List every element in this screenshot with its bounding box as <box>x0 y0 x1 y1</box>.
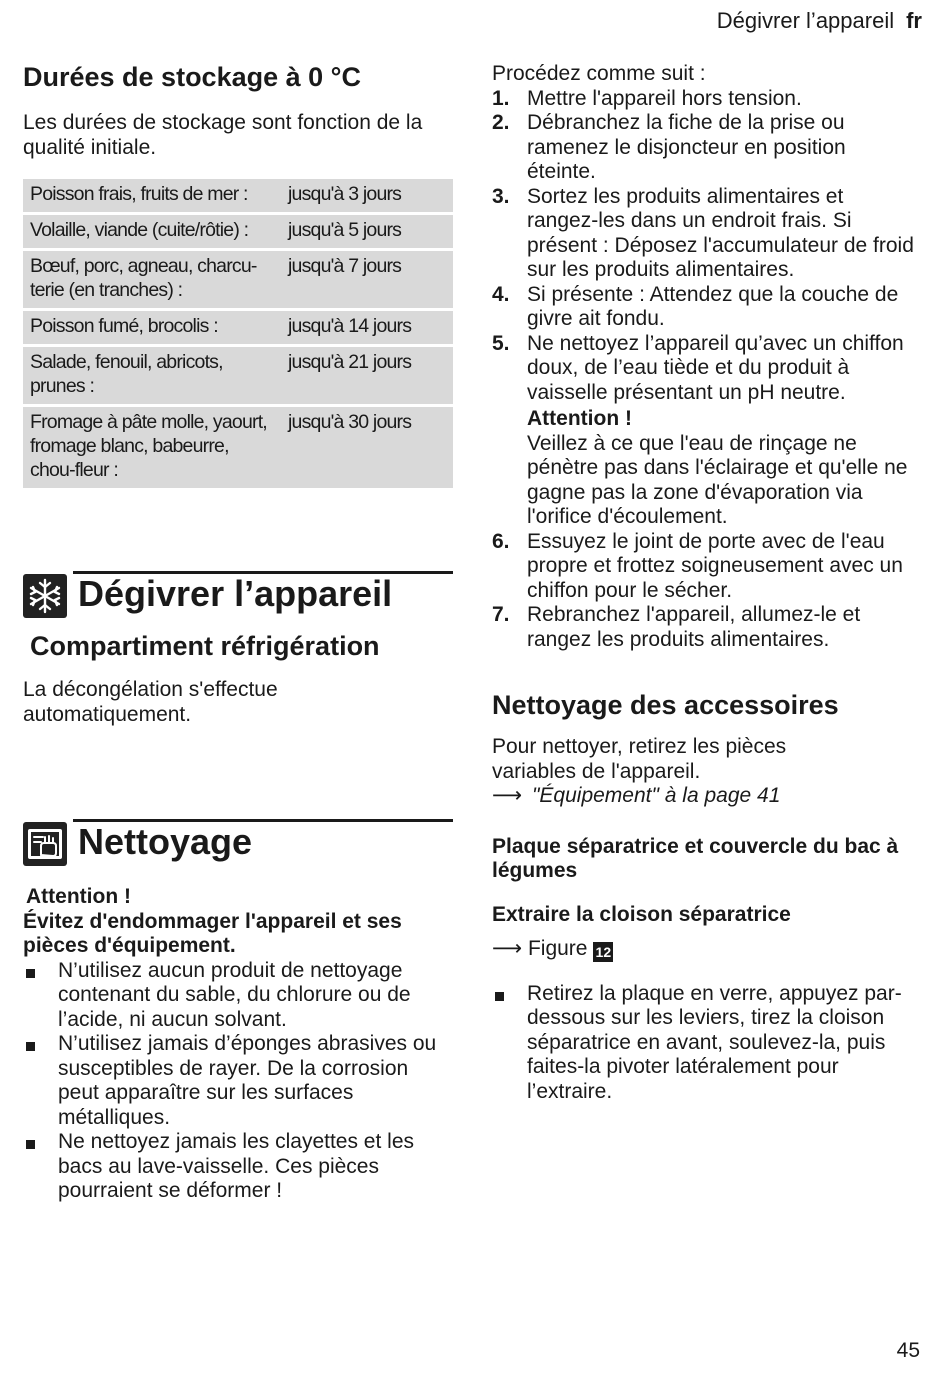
step-item <box>492 530 917 604</box>
cleaning-attention: Attention ! <box>26 885 131 908</box>
step-text: Débranchez la fiche de la prise ou ramenez le disjoncteur en position éteinte. <box>527 111 846 183</box>
accessories-bullets <box>492 982 912 1105</box>
step-item <box>492 185 917 283</box>
running-header <box>717 8 922 34</box>
cleaning-hand-icon <box>23 822 67 866</box>
defrost-title: Dégivrer l’appareil <box>78 573 393 614</box>
duration-cell: jusqu'à 3 jours <box>281 179 453 212</box>
defrost-subtitle: Compartiment réfrigération <box>30 631 380 661</box>
step-text: Ne nettoyez l’appareil qu’avec un chiffon doux, de l’eau tiède et du produit à vaisselle présentant un pH neutre. <box>527 331 904 404</box>
table-row <box>23 407 453 488</box>
step-number: 5. <box>492 331 510 355</box>
accessories-title: Nettoyage des accessoires <box>492 690 839 720</box>
storage-title: Durées de stockage à 0 °C <box>23 62 361 92</box>
page-number: 45 <box>896 1339 920 1362</box>
duration-cell: jusqu'à 14 jours <box>281 311 453 344</box>
arrow-right-icon: ⟶ <box>492 784 523 807</box>
storage-table <box>23 176 453 491</box>
cleaning-warning: Évitez d'endommager l'appareil et ses pièces d'équipement. <box>23 909 402 957</box>
extract-title: Extraire la cloison séparatrice <box>492 902 791 926</box>
step-text: Mettre l'appareil hors tension. <box>527 86 802 110</box>
storage-intro: Les durées de stockage sont fonction de la qualité initiale. <box>23 111 423 159</box>
step-text: Sortez les produits alimentaires et rangez-les dans un endroit frais. Si présent : Déposez l'accumulateur de froid sur les produits alimentaires. <box>527 184 914 281</box>
table-row <box>23 347 453 404</box>
step-item <box>492 111 917 185</box>
snowflake-icon <box>23 574 67 618</box>
food-cell: Fromage à pâte molle, yaourt, fromage blanc, babeurre, chou-fleur : <box>23 407 281 488</box>
step-item <box>492 283 917 332</box>
list-item: N’utilisez jamais d’éponges abrasives ou susceptibles de rayer. De la corrosion peut apparaître sur les surfaces métalliques. <box>23 1032 448 1130</box>
duration-cell: jusqu'à 21 jours <box>281 347 453 404</box>
step-number: 7. <box>492 603 510 626</box>
header-section: Dégivrer l’appareil <box>716 8 895 33</box>
procedure-steps <box>492 87 917 653</box>
food-cell: Poisson frais, fruits de mer : <box>23 179 281 212</box>
step-text: Rebranchez l'appareil, allumez-le et rangez les produits alimentaires. <box>527 603 861 651</box>
table-row <box>23 251 453 308</box>
arrow-right-icon: ⟶ <box>492 936 523 960</box>
food-cell: Bœuf, porc, agneau, charcu-terie (en tranches) : <box>23 251 281 308</box>
right-column <box>492 62 922 1104</box>
cross-reference-link[interactable]: "Équipement" à la page 41 <box>531 784 781 807</box>
step-note: Veillez à ce que l'eau de rinçage ne pénètre pas dans l'éclairage et qu'elle ne gagne pas la zone d'évaporation via l'orifice d'écoulement. <box>527 431 908 528</box>
table-row <box>23 215 453 248</box>
defrost-heading <box>23 571 453 619</box>
step-number: 2. <box>492 111 510 134</box>
cleaning-heading <box>23 819 453 867</box>
procedure-intro: Procédez comme suit : <box>492 62 706 85</box>
figure-reference[interactable] <box>492 937 922 962</box>
step-attention: Attention ! <box>527 407 632 430</box>
list-item: Ne nettoyez jamais les clayettes et les bacs au lave-vaisselle. Ces pièces pourraient se déformer ! <box>23 1130 448 1204</box>
list-item: Retirez la plaque en verre, appuyez par-dessous sur les leviers, tirez la cloison séparatrice en avant, soulevez-la, puis faites-la pivoter latéralement pour l’extraire. <box>492 982 912 1105</box>
step-number: 1. <box>492 86 510 110</box>
food-cell: Volaille, viande (cuite/rôtie) : <box>23 215 281 248</box>
table-row <box>23 311 453 344</box>
cleaning-bullets <box>23 959 448 1204</box>
duration-cell: jusqu'à 7 jours <box>281 251 453 308</box>
cross-reference[interactable] <box>492 784 922 809</box>
accessories-text: Pour nettoyer, retirez les pièces variables de l'appareil. <box>492 735 787 783</box>
table-row <box>23 179 453 212</box>
step-item <box>492 603 917 652</box>
step-number: 6. <box>492 529 510 553</box>
duration-cell: jusqu'à 30 jours <box>281 407 453 488</box>
duration-cell: jusqu'à 5 jours <box>281 215 453 248</box>
list-item: N’utilisez aucun produit de nettoyage contenant du sable, du chlorure ou de l’acide, ni aucun solvant. <box>23 959 448 1033</box>
step-number: 3. <box>492 184 510 208</box>
step-text: Si présente : Attendez que la couche de givre ait fondu. <box>527 282 899 330</box>
food-cell: Salade, fenouil, abricots, prunes : <box>23 347 281 404</box>
step-item <box>492 332 917 530</box>
header-language: fr <box>906 8 922 33</box>
step-text: Essuyez le joint de porte avec de l'eau propre et frottez soigneusement avec un chiffon pour le sécher. <box>527 529 903 602</box>
step-number: 4. <box>492 282 510 306</box>
step-item <box>492 87 917 112</box>
figure-label: Figure <box>527 936 588 960</box>
figure-number-badge: 12 <box>593 942 613 962</box>
plate-title: Plaque séparatrice et couvercle du bac à légumes <box>492 834 899 882</box>
left-column <box>23 60 453 1204</box>
defrost-text: La décongélation s'effectue automatiquement. <box>23 678 278 726</box>
food-cell: Poisson fumé, brocolis : <box>23 311 281 344</box>
cleaning-title: Nettoyage <box>78 821 253 862</box>
